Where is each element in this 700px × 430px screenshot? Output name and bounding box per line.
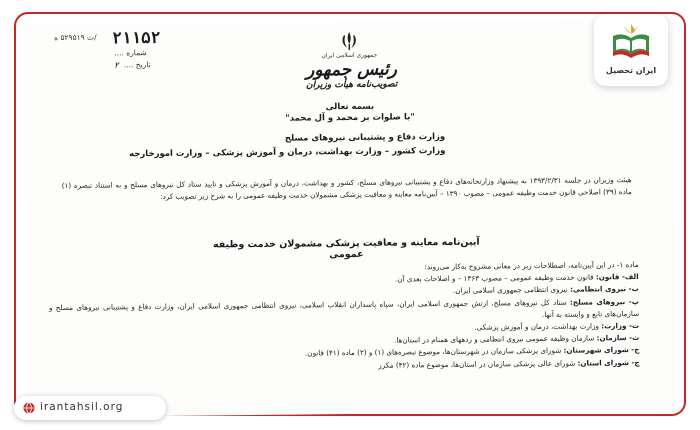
article-term: ث- سازمان: — [596, 333, 640, 343]
date-label: تاریخ — [135, 60, 151, 70]
article-term: پ- نیروهای مسلح: — [569, 296, 639, 307]
brand-badge[interactable] — [594, 14, 668, 86]
globe-icon — [23, 402, 35, 414]
open-book-logo-icon — [610, 22, 652, 62]
article-term: ت- وزارت: — [601, 320, 640, 331]
document-number-prefix: /ت ۵۲۹۵۱۹ ه — [54, 32, 97, 43]
number-field: شماره .... — [114, 48, 147, 58]
salavat-line: "با صلوات بر محمد و آل محمد" — [285, 112, 415, 124]
scanned-decree-document — [24, 19, 678, 418]
regulation-heading: آیین‌نامه معاینه و معافیت پزشکی مشمولان خدمت وظیفه عمومی — [212, 236, 480, 261]
brand-name: ایران تحصیل — [605, 66, 657, 75]
article-list — [49, 259, 640, 375]
document-number: ۲۱۱۵۲ — [112, 27, 161, 48]
article-term: الف- قانون: — [595, 272, 639, 282]
article-text: قانون خدمت وظیفه عمومی – مصوب ۱۳۶۳ – و اصلاحات بعدی آن. — [394, 272, 596, 284]
republic-label: جمهوری اسلامی ایران — [321, 51, 378, 60]
president-logotype: رئیس جمهور — [305, 59, 398, 81]
article-term: ب- نیروی انتظامی: — [570, 284, 639, 295]
date-field: تاریخ .... ۲ — [114, 60, 151, 70]
article-term: چ- شورای استان: — [577, 357, 640, 368]
article-text: نیروی انتظامی جمهوری اسلامی ایران. — [452, 285, 571, 296]
article-term: ج- شورای شهرستان: — [563, 345, 640, 356]
article-text: شورای عالی پزشکی سازمان در استان‌ها، موضوع ماده (۴۲) مکرر — [378, 358, 578, 370]
recipient-line: وزارت کشور – وزارت بهداشت، درمان و آموزش پزشکی – وزارت امورخارجه — [129, 145, 446, 160]
site-url-text[interactable]: irantahsil.org — [40, 401, 124, 413]
article-text: وزارت بهداشت، درمان و آموزش پزشکی. — [474, 321, 602, 332]
number-label: شماره — [126, 48, 147, 58]
intro-paragraph: هیئت وزیران در جلسه ۱۳۹۳/۲/۳۱ به پیشنهاد وزارتخانه‌های دفاع و پشتیبانی نیروهای مسلح، کشور و بهداشت، درمان و آموزش پزشکی و تایید ستاد کل نیروهای مسلح و به استناد تبصره (۱) ماده (۳۹) اصلاحی قانون خدمت وظیفه عمومی – مصوب ۱۳۹۰ – آیین‌نامه معاینه و معافیت پزشکی مشمولان خدمت وظیفه عمومی را به شرح زیر تصویب کرد: — [61, 175, 632, 201]
date-value: ۲ — [114, 60, 119, 70]
article-text: سازمان وظیفه عمومی نیروی انتظامی و ردههای همنام در استان‌ها. — [394, 333, 597, 345]
site-url-badge[interactable] — [14, 396, 166, 420]
article-text: ستاد کل نیروهای مسلح، ارتش جمهوری اسلامی ایران، سپاه پاسداران انقلاب اسلامی، نیروی انتظامی جمهوری اسلامی ایران، وزارت دفاع و پشتیبانی نیروهای مسلح و سازمان‌های تابع و وابسته به آنها. — [48, 297, 640, 319]
recipient-line: وزارت دفاع و پشتیبانی نیروهای مسلح — [284, 131, 446, 144]
article-text: شورای پزشکی سازمان در شهرستان‌ها، موضوع تبصره‌های (۱) و (۲) ماده (۴۱) قانون. — [304, 346, 564, 358]
bismillah-line: بسمه تعالی — [325, 101, 375, 113]
cabinet-logotype: تصویب‌نامه هیأت وزیران — [305, 79, 398, 91]
iran-emblem-icon — [338, 30, 360, 52]
article-item: ماده ۱- در این آیین‌نامه، اصطلاحات زیر در معانی مشروح به‌کار می‌روند: — [424, 259, 639, 272]
